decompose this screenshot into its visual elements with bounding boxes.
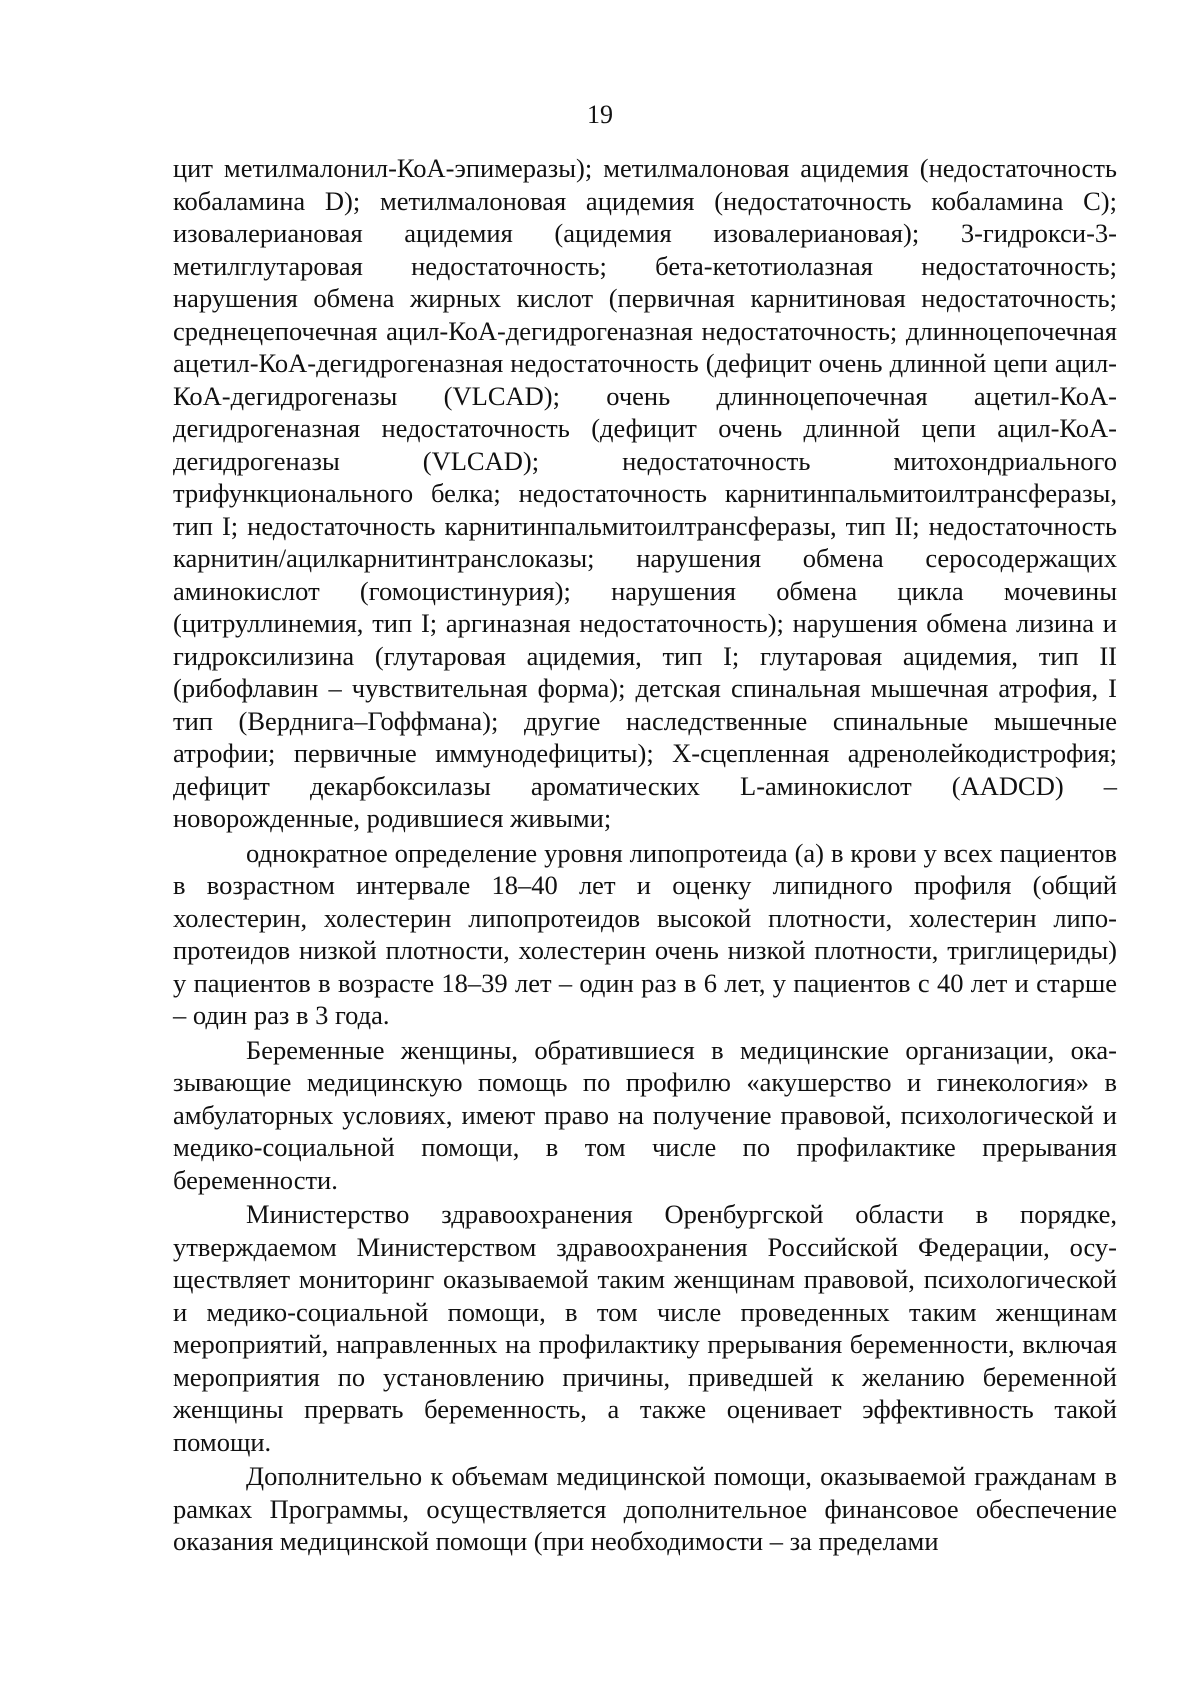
body-text [173,152,1117,1558]
paragraph-ministry-monitoring: Министерство здравоохранения Оренбургской области в порядке, утверждаемом Министерством здравоохранения Российской Федерации, осуществляет мониторинг оказываемой таким женщинам правовой, психологической и медико-социальной помощи, в том числе проведенных таким женщинам мероприятий, направленных на профилактику прерывания беременности, включая мероприятия по установлению причины, приведшей к желанию беременной женщины прервать беременность, а также оценивает эффективность такой помощи. [173,1199,1117,1457]
paragraph-additional-funding: Дополнительно к объемам медицинской помощи, оказываемой гражданам в рамках Программы, осуществляется дополнительное финансовое обеспечение оказания медицинской помощи (при необходимости – за пределами [173,1461,1117,1556]
paragraph-pregnant-women: Беременные женщины, обратившиеся в медицинские организации, оказывающие медицинскую помощь по профилю «акушерство и гинекология» в амбулаторных условиях, имеют право на получение правовой, психологической и медико-социальной помощи, в том числе по профилактике прерывания беременности. [173,1034,1117,1195]
paragraph-newborn-screening-list: цит метилмалонил-КоА-эпимеразы); метилмалоновая ацидемия (недостаточность кобаламина D); метилмалоновая ацидемия (недостаточность кобаламина С); изовалериановая ацидемия (ацидемия изовалериановая); 3-гидрокси-3-метилглутаровая недостаточность; бета-кетотиолазная недостаточность; нарушения обмена жирных кислот (первичная карнитиновая недостаточность; среднецепочечная ацил-КоА-дегидрогеназная недостаточность; длинноцепочечная ацетил-КоА-дегидрогеназная недостаточность (дефицит очень длинной цепи ацил-КоА-дегидрогеназы (VLCAD); очень длинноцепочечная ацетил-КоА-дегидрогеназная недостаточность (дефицит очень длинной цепи ацил-КоА-дегидрогеназы (VLCAD); недостаточность митохондриального трифункционального белка; недостаточность карнитинпальмитоилтрансферазы, тип I; недостаточность карнитинпальмитоилтрансферазы, тип II; недостаточность карнитин/ацилкарнитинтранслоказы; нарушения обмена серосодержащих аминокислот (гомоцистинурия); нарушения обмена цикла мочевины (цитруллинемия, тип I; аргиназная недостаточность); нарушения обмена лизина и гидроксилизина (глутаровая ацидемия, тип I; глутаровая ацидемия, тип II (рибофлавин – чувствительная форма); детская спинальная мышечная атрофия, I тип (Верднига–Гоффмана); другие наследственные спинальные мышечные атрофии; первичные иммунодефициты); Х-сцепленная адренолейкодистрофия; дефицит декарбоксилазы ароматических L-аминокислот (AADCD) – новорожденные, родившиеся живыми; [173,153,1117,833]
page-number: 19 [587,100,613,129]
paragraph-lipoprotein-test: однократное определение уровня липопротеида (а) в крови у всех пациентов в возрастном интервале 18–40 лет и оценку липидного профиля (общий холестерин, холестерин липопротеидов высокой плотности, холестерин липопротеидов низкой плотности, холестерин очень низкой плотности, триглицериды) у пациентов в возрасте 18–39 лет – один раз в 6 лет, у пациентов с 40 лет и старше – один раз в 3 года. [173,837,1117,1030]
